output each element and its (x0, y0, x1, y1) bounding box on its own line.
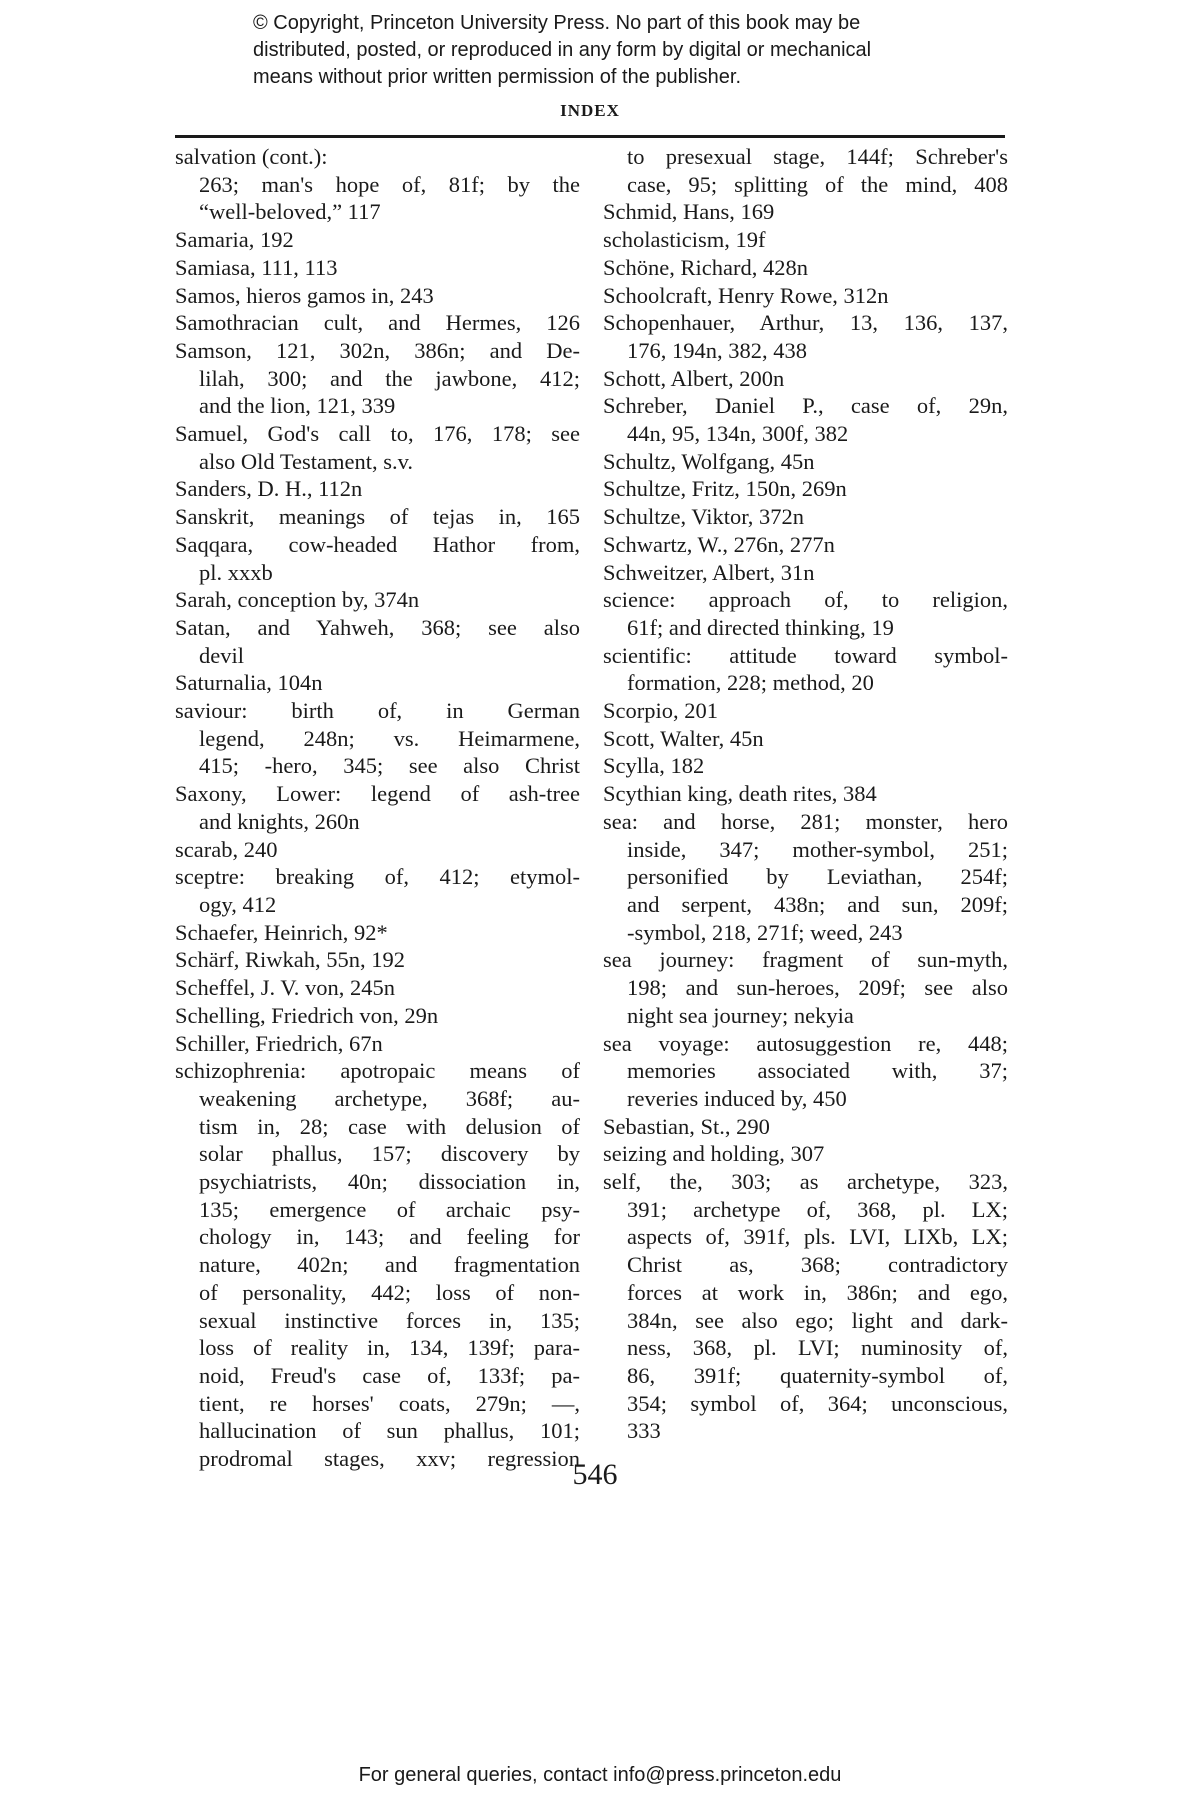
index-line: Sarah, conception by, 374n (175, 587, 420, 613)
index-line: Schott, Albert, 200n (603, 365, 785, 391)
index-line: Schultz, Wolfgang, 45n (603, 448, 815, 474)
index-line: memories associated with, 37; (627, 1058, 1008, 1084)
index-line: devil (199, 642, 244, 668)
index-column-left (175, 143, 580, 1473)
index-line: science: approach of, to religion, (603, 587, 1008, 613)
index-line: Schaefer, Heinrich, 92* (175, 919, 388, 945)
index-line: 44n, 95, 134n, 300f, 382 (627, 421, 849, 447)
index-line: to presexual stage, 144f; Schreber's (627, 144, 1008, 169)
index-line: sexual instinctive forces in, 135; (199, 1307, 580, 1333)
copyright-line: distributed, posted, or reproduced in any form by digital or mechanical (253, 39, 872, 61)
index-line: scholasticism, 19f (603, 227, 766, 253)
index-line: personified by Leviathan, 254f; (627, 864, 1008, 890)
index-line: inside, 347; mother-symbol, 251; (627, 836, 1008, 862)
index-line: tient, re horses' coats, 279n; —, (199, 1390, 580, 1416)
index-line: and serpent, 438n; and sun, 209f; (627, 891, 1008, 917)
index-line: 176, 194n, 382, 438 (627, 337, 807, 363)
index-line: Scorpio, 201 (603, 698, 718, 724)
index-line: schizophrenia: apotropaic means of (175, 1058, 580, 1084)
index-line: Schwartz, W., 276n, 277n (603, 531, 835, 557)
index-line: loss of reality in, 134, 139f; para- (199, 1335, 580, 1361)
index-line: psychiatrists, 40n; dissociation in, (199, 1169, 580, 1195)
index-line: Samos, hieros gamos in, 243 (175, 282, 434, 308)
index-line: 333 (627, 1418, 661, 1444)
index-line: Schiller, Friedrich, 67n (175, 1030, 383, 1056)
index-line: night sea journey; nekyia (627, 1002, 854, 1028)
index-line: tism in, 28; case with delusion of (199, 1113, 580, 1139)
footer-contact: For general queries, contact info@press.princeton.edu (358, 1764, 842, 1786)
index-line: 263; man's hope of, 81f; by the (199, 171, 580, 197)
index-line: Christ as, 368; contradictory (627, 1252, 1008, 1278)
copyright-line: © Copyright, Princeton University Press. No part of this book may be (253, 12, 861, 34)
index-line: 61f; and directed thinking, 19 (627, 614, 894, 640)
index-line: 135; emergence of archaic psy- (199, 1196, 580, 1222)
index-line: Schoolcraft, Henry Rowe, 312n (603, 282, 889, 308)
index-line: Saxony, Lower: legend of ash-tree (175, 781, 580, 807)
index-line: noid, Freud's case of, 133f; pa- (199, 1362, 580, 1388)
index-line: “well-beloved,” 117 (199, 199, 381, 225)
index-line: Scythian king, death rites, 384 (603, 781, 877, 807)
index-line: Schweitzer, Albert, 31n (603, 559, 815, 585)
index-line: Samiasa, 111, 113 (175, 254, 338, 280)
index-line: Sanskrit, meanings of tejas in, 165 (175, 504, 580, 530)
index-line: chology in, 143; and feeling for (199, 1224, 580, 1250)
index-line: Satan, and Yahweh, 368; see also (175, 614, 580, 640)
index-line: pl. xxxb (199, 559, 273, 585)
index-line: Saqqara, cow-headed Hathor from, (175, 531, 580, 557)
index-line: also Old Testament, s.v. (199, 448, 414, 474)
index-line: Samson, 121, 302n, 386n; and De- (175, 337, 580, 363)
index-line: Schelling, Friedrich von, 29n (175, 1002, 439, 1028)
index-line: and the lion, 121, 339 (199, 393, 396, 419)
index-line: Samaria, 192 (175, 227, 294, 253)
index-line: Scylla, 182 (603, 753, 705, 779)
index-line: Scott, Walter, 45n (603, 725, 764, 751)
index-column-right (603, 143, 1008, 1445)
index-line: 415; -hero, 345; see also Christ (199, 753, 580, 779)
index-line: hallucination of sun phallus, 101; (199, 1418, 580, 1444)
index-line: Schultze, Viktor, 372n (603, 504, 805, 530)
index-line: -symbol, 218, 271f; weed, 243 (627, 919, 903, 945)
index-line: ogy, 412 (199, 891, 277, 917)
index-line: and knights, 260n (199, 808, 360, 834)
copyright-line: means without prior written permission of the publisher. (253, 66, 742, 88)
index-line: forces at work in, 386n; and ego, (627, 1279, 1008, 1305)
index-line: reveries induced by, 450 (627, 1085, 847, 1111)
index-line: Schärf, Riwkah, 55n, 192 (175, 947, 405, 973)
index-line: salvation (cont.): (175, 144, 328, 169)
index-line: Scheffel, J. V. von, 245n (175, 975, 396, 1001)
index-line: Schöne, Richard, 428n (603, 254, 808, 280)
index-line: self, the, 303; as archetype, 323, (603, 1169, 1008, 1195)
index-line: sceptre: breaking of, 412; etymol- (175, 864, 580, 890)
index-line: saviour: birth of, in German (175, 698, 580, 724)
index-line: nature, 402n; and fragmentation (199, 1252, 580, 1278)
index-line: ness, 368, pl. LVI; numinosity of, (627, 1335, 1008, 1361)
page-number: 546 (572, 1458, 618, 1491)
index-line: 391; archetype of, 368, pl. LX; (627, 1196, 1008, 1222)
index-line: aspects of, 391f, pls. LVI, LIXb, LX; (627, 1224, 1008, 1250)
index-line: of personality, 442; loss of non- (199, 1279, 580, 1305)
index-line: 86, 391f; quaternity-symbol of, (627, 1362, 1008, 1388)
index-line: seizing and holding, 307 (603, 1141, 825, 1167)
index-line: case, 95; splitting of the mind, 408 (627, 171, 1008, 197)
index-line: scientific: attitude toward symbol- (603, 642, 1008, 668)
index-line: scarab, 240 (175, 836, 278, 862)
index-line: 354; symbol of, 364; unconscious, (627, 1390, 1008, 1416)
index-line: solar phallus, 157; discovery by (199, 1141, 580, 1167)
index-line: Samothracian cult, and Hermes, 126 (175, 310, 580, 336)
index-line: Schultze, Fritz, 150n, 269n (603, 476, 847, 502)
index-line: Samuel, God's call to, 176, 178; see (175, 421, 580, 447)
index-line: weakening archetype, 368f; au- (199, 1085, 580, 1111)
index-line: sea voyage: autosuggestion re, 448; (603, 1030, 1008, 1056)
index-line: prodromal stages, xxv; regression (199, 1446, 580, 1472)
header-rule (175, 135, 1005, 138)
copyright-notice (253, 10, 973, 91)
running-head: INDEX (560, 101, 620, 120)
index-line: legend, 248n; vs. Heimarmene, (199, 725, 580, 751)
index-line: Sebastian, St., 290 (603, 1113, 770, 1139)
index-line: formation, 228; method, 20 (627, 670, 874, 696)
index-line: Schreber, Daniel P., case of, 29n, (603, 393, 1008, 419)
index-line: lilah, 300; and the jawbone, 412; (199, 365, 580, 391)
index-line: sea: and horse, 281; monster, hero (603, 808, 1008, 834)
index-line: Saturnalia, 104n (175, 670, 323, 696)
index-line: Schmid, Hans, 169 (603, 199, 775, 225)
index-line: Schopenhauer, Arthur, 13, 136, 137, (603, 310, 1008, 336)
index-line: sea journey: fragment of sun-myth, (603, 947, 1008, 973)
index-line: 384n, see also ego; light and dark- (627, 1307, 1008, 1333)
index-line: Sanders, D. H., 112n (175, 476, 363, 502)
index-line: 198; and sun-heroes, 209f; see also (627, 975, 1008, 1001)
